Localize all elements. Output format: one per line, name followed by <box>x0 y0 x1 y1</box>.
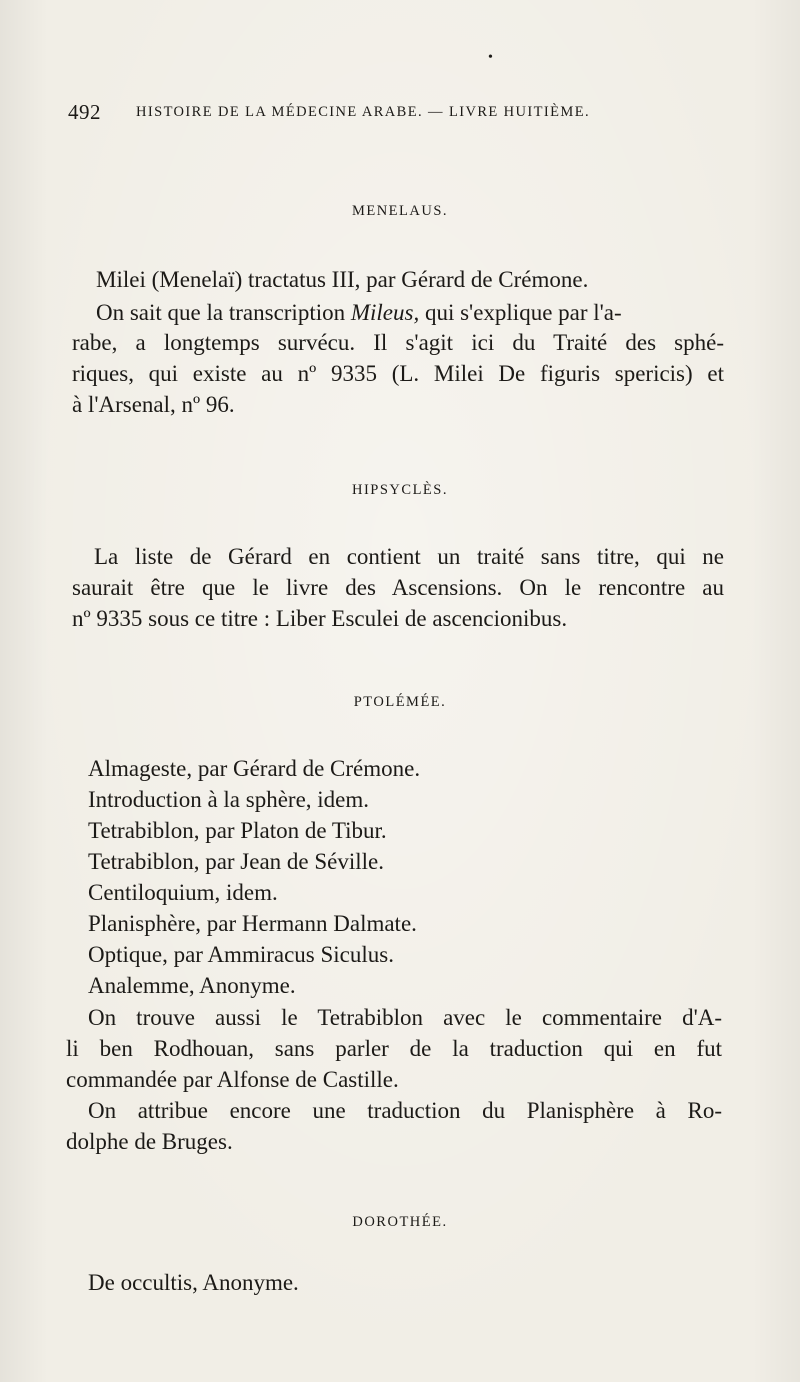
menelaus-line-1: Milei (Menelaï) tractatus III, par Gérard de Crémone. <box>96 267 589 292</box>
running-title: HISTOIRE DE LA MÉDECINE ARABE. — LIVRE HUITIÈME. <box>136 104 590 120</box>
menelaus-line-5: à l'Arsenal, nº 96. <box>72 392 235 417</box>
ptolemee-item-tetrabiblon-tibur: Tetrabiblon, par Platon de Tibur. <box>88 818 387 843</box>
hipsycles-line-3: nº 9335 sous ce titre : Liber Esculei de ascencionibus. <box>72 606 568 631</box>
printer-ornament: • <box>488 50 493 65</box>
section-heading-dorothee: DOROTHÉE. <box>352 1214 448 1230</box>
page-number: 492 <box>68 100 101 124</box>
running-header <box>68 100 688 126</box>
ptolemee-para1-line-2: li ben Rodhouan, sans parler de la traduction qui en fut <box>66 1036 722 1061</box>
ptolemee-para2-line-2: dolphe de Bruges. <box>66 1129 233 1154</box>
menelaus-line-2 <box>96 298 724 328</box>
menelaus-italic-mileus: Mileus, <box>350 300 420 325</box>
dorothee-item-de-occultis: De occultis, Anonyme. <box>88 1270 299 1295</box>
ptolemee-item-tetrabiblon-seville: Tetrabiblon, par Jean de Séville. <box>88 849 385 874</box>
menelaus-line-3: rabe, a longtemps survécu. Il s'agit ici du Traité des sphé- <box>72 330 724 355</box>
ptolemee-item-optique: Optique, par Ammiracus Siculus. <box>88 942 394 967</box>
ptolemee-item-planisphere: Planisphère, par Hermann Dalmate. <box>88 911 417 936</box>
ptolemee-para2-line-1: On attribue encore une traduction du Planisphère à Ro- <box>88 1098 722 1123</box>
ptolemee-para1-line-1: On trouve aussi le Tetrabiblon avec le commentaire d'A- <box>88 1005 722 1030</box>
ptolemee-item-centiloquium: Centiloquium, idem. <box>88 880 278 905</box>
section-heading-menelaus: MENELAUS. <box>351 203 449 219</box>
menelaus-line-2a: On sait que la transcription <box>96 300 346 325</box>
menelaus-line-4: riques, qui existe au nº 9335 (L. Milei De figuris spericis) et <box>72 361 724 386</box>
section-heading-ptolemee: PTOLÉMÉE. <box>353 694 447 710</box>
ptolemee-item-introduction: Introduction à la sphère, idem. <box>88 787 370 812</box>
hipsycles-line-2: saurait être que le livre des Ascensions. On le rencontre au <box>72 575 724 600</box>
ptolemee-para1-line-3: commandée par Alfonse de Castille. <box>66 1067 399 1092</box>
menelaus-line-2b: qui s'explique par l'a- <box>424 300 622 325</box>
section-heading-hipsycles: HIPSYCLÈS. <box>352 482 448 498</box>
ptolemee-item-almageste: Almageste, par Gérard de Crémone. <box>88 756 421 781</box>
ptolemee-item-analemme: Analemme, Anonyme. <box>88 973 296 998</box>
hipsycles-line-1: La liste de Gérard en contient un traité sans titre, qui ne <box>94 544 724 569</box>
